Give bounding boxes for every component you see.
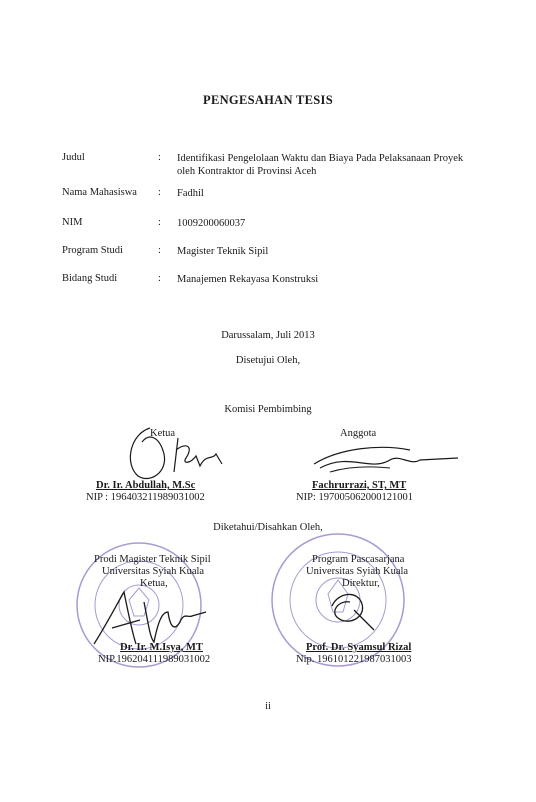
- field-colon: :: [158, 245, 161, 256]
- advisor-member-name: Fachrurrazi, ST, MT: [312, 480, 407, 491]
- field-colon: :: [158, 152, 161, 163]
- advisor-member-role: Anggota: [340, 428, 377, 439]
- page-title: PENGESAHAN TESIS: [203, 93, 333, 107]
- field-value: Fadhil: [177, 188, 204, 199]
- advisor-chair-role: Ketua: [150, 428, 176, 439]
- field-value: Magister Teknik Sipil: [177, 246, 269, 257]
- advisor-chair-name: Dr. Ir. Abdullah, M.Sc: [96, 480, 196, 491]
- left-official-name: Dr. Ir. M.Isya, MT: [120, 642, 203, 653]
- right-official-line2: Universitas Syiah Kuala: [306, 566, 409, 577]
- committee-heading: Komisi Pembimbing: [224, 404, 312, 415]
- field-label: Judul: [62, 152, 85, 163]
- approved-by: Disetujui Oleh,: [235, 355, 301, 366]
- place-date: Darussalam, Juli 2013: [221, 330, 315, 341]
- field-colon: :: [158, 187, 161, 198]
- field-value: Identifikasi Pengelolaan Waktu dan Biaya Pada Pelaksanaan Proyek oleh Kontraktor di Provinsi Aceh: [177, 153, 464, 177]
- field-colon: :: [158, 273, 161, 284]
- field-value: 1009200060037: [177, 218, 246, 229]
- left-official-line3: Ketua,: [140, 578, 168, 589]
- field-label: NIM: [62, 217, 83, 228]
- page-number: ii: [265, 701, 271, 712]
- right-official-signature: [318, 584, 388, 634]
- acknowledged-heading: Diketahui/Disahkan Oleh,: [213, 522, 323, 533]
- field-colon: :: [158, 217, 161, 228]
- left-official-nip: NIP.196204111989031002: [98, 654, 211, 665]
- advisor-member-signature: [310, 438, 460, 478]
- right-official-nip: Nip. 196101221987031003: [296, 654, 412, 665]
- left-official-line2: Universitas Syiah Kuala: [102, 566, 205, 577]
- advisor-chair-nip: NIP : 196403211989031002: [86, 492, 205, 503]
- right-official-name: Prof. Dr. Syamsul Rizal: [306, 642, 412, 653]
- advisor-chair-signature: [120, 424, 230, 484]
- field-value: Manajemen Rekayasa Konstruksi: [177, 274, 319, 285]
- field-label: Bidang Studi: [62, 273, 118, 284]
- field-label: Program Studi: [62, 245, 123, 256]
- advisor-member-nip: NIP: 197005062000121001: [296, 492, 413, 503]
- right-official-line1: Program Pascasarjana: [312, 554, 405, 565]
- right-official-line3: Direktur,: [342, 578, 380, 589]
- field-label: Nama Mahasiswa: [62, 187, 137, 198]
- left-official-line1: Prodi Magister Teknik Sipil: [94, 554, 211, 565]
